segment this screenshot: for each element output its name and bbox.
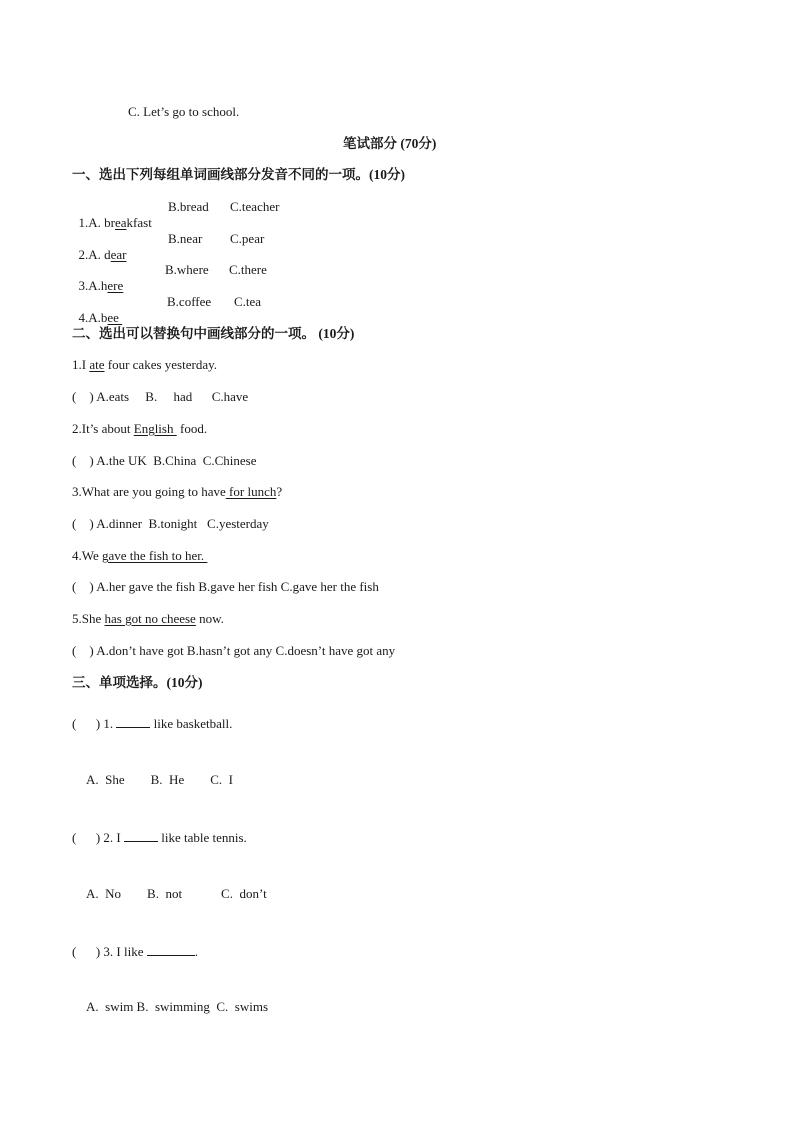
underlined-phrase: English <box>133 421 177 436</box>
section2-q1-sentence: 1.I ate four cakes yesterday. <box>72 357 217 372</box>
section1-item-3 <box>72 262 123 294</box>
underlined-letters: ear <box>110 247 127 262</box>
underlined-phrase: for lunch <box>225 484 277 499</box>
item-number: 4.A. <box>78 310 101 325</box>
section1-item-1-b: B.bread <box>168 199 209 214</box>
section1-item-2 <box>72 231 127 263</box>
section1-item-4 <box>72 294 122 326</box>
section1-item-4-b: B.coffee <box>167 294 212 309</box>
word-a: here <box>100 278 124 293</box>
section3-q1-options: A. She B. He C. I <box>86 772 233 787</box>
section2-q5-options: ( ) A.don’t have got B.hasn’t got any C.doesn’t have got any <box>72 643 396 658</box>
word-a: dear <box>104 247 127 262</box>
answer-blank <box>124 829 158 842</box>
carryover-option: C. Let’s go to school. <box>128 104 240 119</box>
section2-q3-sentence: 3.What are you going to have for lunch? <box>72 484 283 499</box>
section2-q2-options: ( ) A.the UK B.China C.Chinese <box>72 453 257 468</box>
section2-q4-sentence: 4.We gave the fish to her. <box>72 548 208 563</box>
section2-q2-sentence: 2.It’s about English food. <box>72 421 208 436</box>
section3-q3-options: A. swim B. swimming C. swims <box>86 999 269 1014</box>
item-number: 3.A. <box>78 278 101 293</box>
section1-item-2-b: B.near <box>168 231 203 246</box>
section3-q1-stem: ( ) 1. like basketball. <box>72 716 233 731</box>
underlined-phrase: gave the fish to her. <box>102 548 208 563</box>
section2-q5-sentence: 5.She has got no cheese now. <box>72 611 224 626</box>
answer-blank <box>116 715 150 728</box>
underlined-letters: ere <box>107 278 124 293</box>
written-section-title: 笔试部分 (70分) <box>343 136 437 151</box>
section2-q4-options: ( ) A.her gave the fish B.gave her fish C.gave her the fish <box>72 579 379 594</box>
section1-item-3-b: B.where <box>165 262 209 277</box>
section1-item-3-c: C.there <box>229 262 267 277</box>
section3-q2-options: A. No B. not C. don’t <box>86 886 267 901</box>
underlined-letters: ee <box>107 310 123 325</box>
section1-item-1 <box>72 199 152 231</box>
section3-q3-stem: ( ) 3. I like . <box>72 944 198 959</box>
section1-item-2-c: C.pear <box>230 231 265 246</box>
item-number: 2.A. <box>78 247 105 262</box>
answer-blank <box>147 943 195 956</box>
section3-q2-stem: ( ) 2. I like table tennis. <box>72 830 247 845</box>
section3-heading: 三、单项选择。(10分) <box>72 675 203 690</box>
item-number: 1.A. <box>78 215 105 230</box>
word-a: bee <box>100 310 123 325</box>
section2-heading: 二、选出可以替换句中画线部分的一项。 (10分) <box>72 326 355 341</box>
underlined-phrase: has got no cheese <box>104 611 196 626</box>
section1-heading: 一、选出下列每组单词画线部分发音不同的一项。(10分) <box>72 167 405 182</box>
word-a: breakfast <box>104 215 152 230</box>
underlined-letters: ea <box>114 215 127 230</box>
section2-q1-options: ( ) A.eats B. had C.have <box>72 389 249 404</box>
section2-q3-options: ( ) A.dinner B.tonight C.yesterday <box>72 516 269 531</box>
section1-item-1-c: C.teacher <box>230 199 280 214</box>
section1-item-4-c: C.tea <box>234 294 262 309</box>
underlined-phrase: ate <box>89 357 105 372</box>
